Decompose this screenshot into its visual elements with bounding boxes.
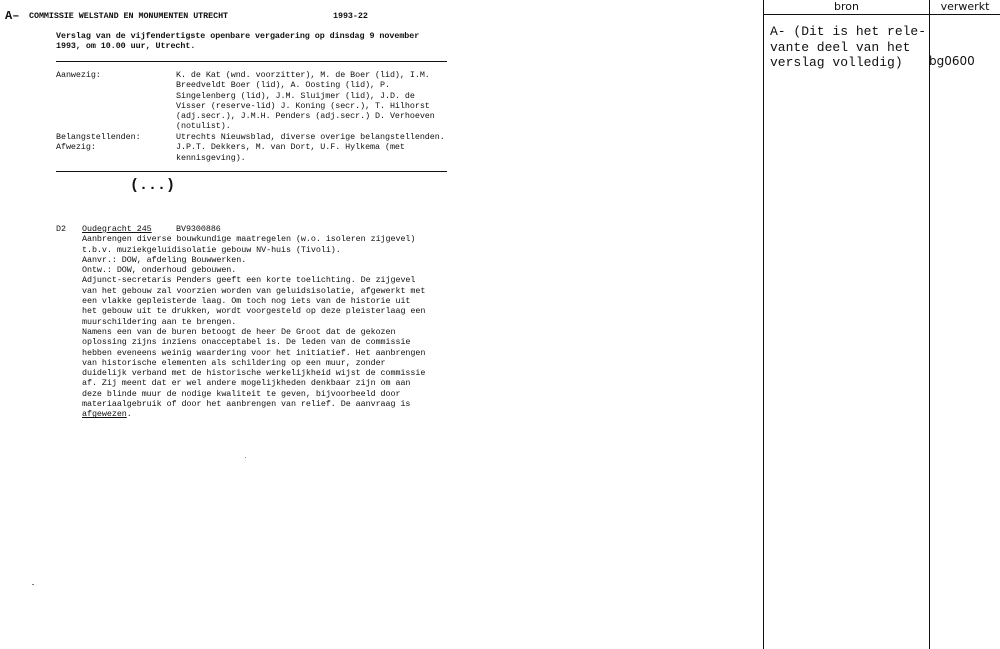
source-note-line: verslag volledig) <box>770 55 903 70</box>
present-line: Breedveldt Boer (lid), A. Oosting (lid), P. <box>176 80 390 91</box>
processed-code: bg0600 <box>929 54 975 68</box>
table-column-divider <box>929 0 930 649</box>
header-organisation: COMMISSIE WELSTAND EN MONUMENTEN UTRECHT <box>29 11 229 21</box>
meeting-title <box>56 31 419 52</box>
absent-line: kennisgeving). <box>176 152 246 163</box>
present-line: Visser (reserve-lid) J. Koning (secr.), T. Hilhorst <box>176 100 430 111</box>
item-line: van historische elementen als schildering op een muur, zonder <box>82 357 386 368</box>
source-note-line: A- (Dit is het rele- <box>770 24 927 39</box>
present-line: (notulist). <box>176 121 231 132</box>
item-line: Aanvr.: DOW, afdeling Bouwwerken. <box>82 254 247 265</box>
present-list <box>176 70 435 132</box>
absent-label: Afwezig: <box>56 142 96 153</box>
item-line: Adjunct-secretaris Penders geeft een korte toelichting. De zijgevel <box>82 275 416 286</box>
item-body <box>56 234 476 419</box>
column-header-verwerkt: verwerkt <box>940 0 990 13</box>
item-line: van het gebouw zal voorzien worden van geluidsisolatie, afgewerkt met <box>82 285 426 296</box>
item-line: oplossing zijns inziens onacceptabel is. De leden van de commissie <box>82 337 411 348</box>
item-line: muurschildering aan te brengen. <box>82 316 237 327</box>
item-line: het gebouw uit te drukken, wordt voorgesteld op deze pleisterlaag een <box>82 306 426 317</box>
item-line: hebben eveneens weinig waardering voor het initiatief. Het aanbrengen <box>82 347 426 358</box>
meeting-title-line: Verslag van de vijfendertigste openbare vergadering op dinsdag 9 november <box>56 31 420 41</box>
column-header-bron: bron <box>834 0 859 13</box>
item-line: een vlakke gepleisterde laag. Om toch nog iets van de historie uit <box>82 296 411 307</box>
absent-list <box>176 142 405 163</box>
title-divider <box>56 61 447 62</box>
section-marker: A– <box>5 9 20 23</box>
item-address: Oudegracht 245 <box>82 224 152 234</box>
table-left-border <box>763 0 764 649</box>
table-header-rule <box>763 14 1000 15</box>
absent-line: J.P.T. Dekkers, M. van Dort, U.F. Hylkema (met <box>176 142 405 153</box>
agenda-item <box>56 224 476 420</box>
item-line: materiaalgebruik of door het aanbrengen van relief. De aanvraag is <box>82 399 411 410</box>
item-code: D2 <box>56 224 66 234</box>
item-line: t.b.v. muziekgeluidisolatie gebouw NV-huis (Tivoli). <box>82 244 341 255</box>
scan-speck <box>245 457 246 458</box>
source-note <box>770 24 926 71</box>
stakeholders-value: Utrechts Nieuwsblad, diverse overige belangstellenden. <box>176 132 445 142</box>
scan-speck <box>32 584 34 585</box>
omission-marker: (...) <box>130 177 176 194</box>
item-line: af. Zij meent dat er wel andere mogelijkheden denkbaar zijn om aan <box>82 378 411 389</box>
item-line: deze blinde muur de nodige kwaliteit te geven, bijvoorbeeld door <box>82 388 401 399</box>
attendance-divider <box>56 171 447 172</box>
source-note-line: vante deel van het <box>770 39 911 55</box>
present-line: (adj.secr.), J.M.H. Penders (adj.secr.) D. Verhoeven <box>176 111 435 122</box>
item-line: duidelijk verband met de historische werkelijkheid wijst de commissie <box>82 368 426 379</box>
present-line: Singelenberg (lid), J.M. Sluijmer (lid), J.D. de <box>176 90 415 101</box>
item-reference: BV9300886 <box>176 224 221 234</box>
stakeholders-label: Belangstellenden: <box>56 132 141 142</box>
item-line: Ontw.: DOW, onderhoud gebouwen. <box>82 265 237 276</box>
meeting-title-line: 1993, om 10.00 uur, Utrecht. <box>56 41 196 52</box>
item-line: Aanbrengen diverse bouwkundige maatregelen (w.o. isoleren zijgevel) <box>82 234 416 245</box>
present-label: Aanwezig: <box>56 70 101 80</box>
header-number: 1993-22 <box>333 11 368 21</box>
attendance-block <box>56 70 476 164</box>
item-line-final <box>82 409 476 419</box>
decision-punct: . <box>126 409 132 420</box>
present-line: K. de Kat (wnd. voorzitter), M. de Boer (lid), I.M. <box>176 70 430 80</box>
item-line: Namens een van de buren betoogt de heer De Groot dat de gekozen <box>82 326 396 337</box>
decision-word: afgewezen <box>82 409 127 420</box>
